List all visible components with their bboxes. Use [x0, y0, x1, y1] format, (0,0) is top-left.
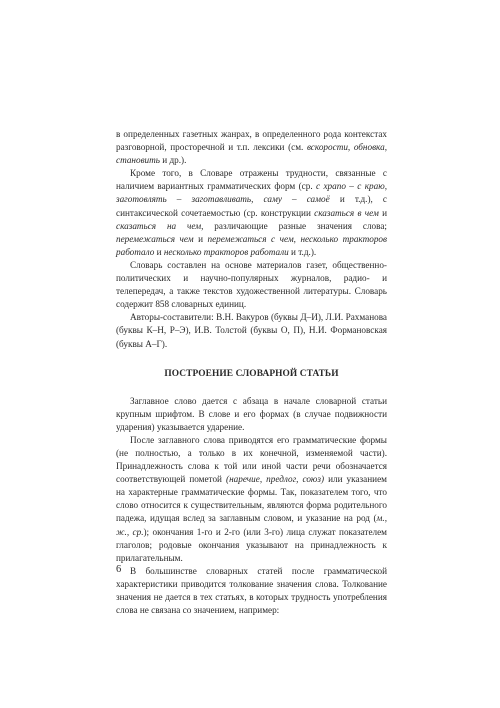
italic-example: с храпо – с краю, заготовлять – заготавливать, саму – самоё	[116, 181, 387, 205]
intro-paragraph-1	[116, 128, 387, 167]
section-paragraph-2	[116, 434, 387, 565]
text-run: и	[378, 207, 388, 218]
text-run: и	[154, 246, 164, 257]
page-number: 6	[116, 564, 122, 575]
intro-block	[116, 128, 387, 351]
italic-example: перемежаться чем	[116, 233, 194, 244]
intro-paragraph-2	[116, 167, 387, 259]
text-run: Кроме того, в Словаре отражены трудности, связанные с наличием вариантных грамматических форм (ср.	[116, 168, 387, 192]
italic-example: перемежаться с чем, несколько тракторов работало	[116, 233, 388, 257]
italic-example: сказаться на чем	[116, 220, 202, 231]
text-run: и др.).	[159, 155, 187, 166]
text-run: ); окончания 1-го и 2-го (или 3-го) лица служат показателем глаголов; родовые окончания указывают на принадлежность к прилагательным.	[116, 526, 387, 563]
italic-example: несколько тракторов работали	[163, 246, 289, 257]
intro-paragraph-authors: Авторы-составители: В.Н. Вакуров (буквы Д–И), Л.И. Рахманова (буквы К–Н, Р–Э), И.В. Толстой (буквы О, П), Н.И. Формановская (буквы А–Г).	[116, 312, 387, 349]
italic-example: сказаться в чем	[314, 207, 379, 218]
text-run: или указанием на характерные грамматические формы. Так, показателем того, что слово относится к существительным, являются форма родительного падежа, идущая вслед за заглавным словом, и указание на род (	[116, 474, 387, 524]
text-run: и т.д.).	[288, 246, 317, 257]
italic-example: (наречие, предлог, союз)	[226, 474, 325, 485]
intro-paragraph-3: Словарь составлен на основе материалов газет, общественно-политических и научно-популярных журналов, радио- и телепередач, а также текстов художественной литературы. Словарь содержит 858 словарных единиц.	[116, 259, 387, 310]
italic-example: м., ж., ср.	[116, 513, 387, 537]
text-run: После заглавного слова приводятся его грамматические формы (не полностью, а только в их конечной, изменяемой части). Принадлежность слова к той или иной части речи обозначается соответствующей пометой	[116, 434, 387, 485]
section-paragraph-1: Заглавное слово дается с абзаца в начале словарной статьи крупным шрифтом. В слове и его формах (в случае подвижности ударения) указывается ударение.	[116, 395, 387, 432]
section-block	[116, 395, 387, 618]
section-paragraph-3: В большинстве словарных статей после грамматической характеристики приводится толкование значения слова. Толкование значения не дается в тех статьях, в которых трудность употребления слова не связана со значением, например:	[116, 565, 387, 616]
italic-example: вскорости, обновка, становить	[116, 142, 388, 166]
page-body	[116, 128, 387, 617]
text-run: и	[193, 233, 208, 244]
text-run: и т.д.), с синтаксической сочетаемостью (ср. конструкции	[116, 194, 387, 218]
text-run: , различающие разные значения слова;	[201, 220, 387, 231]
section-heading: ПОСТРОЕНИЕ СЛОВАРНОЙ СТАТЬИ	[164, 368, 339, 379]
text-run: в определенных газетных жанрах, в определенного рода контекстах разговорной, просторечной и т.п. лексики (см.	[116, 129, 387, 153]
